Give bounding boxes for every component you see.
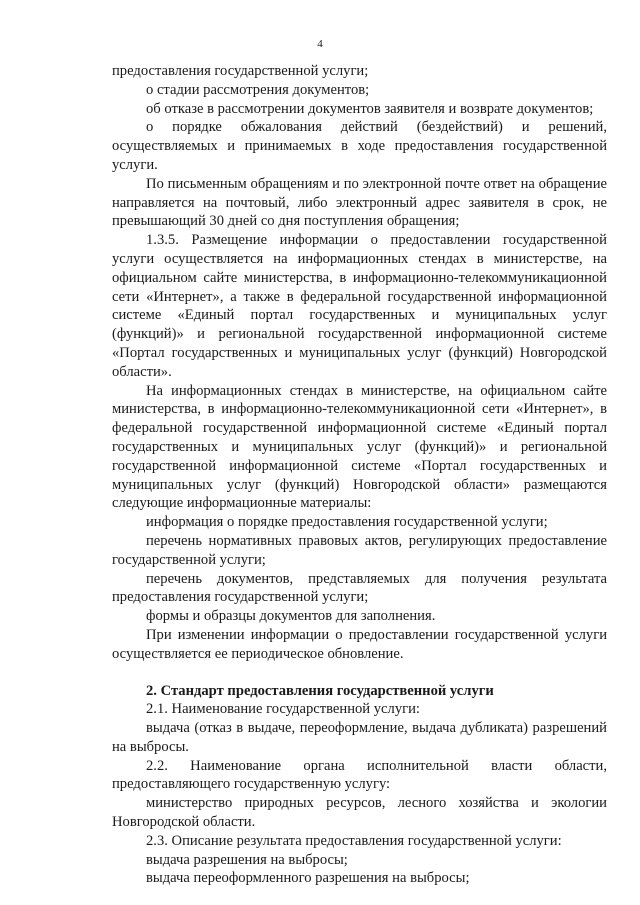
section-heading: 2. Стандарт предоставления государственной услуги bbox=[146, 682, 494, 699]
paragraph: По письменным обращениям и по электронной почте ответ на обращение направляется на почтовый, либо электронный адрес заявителя в срок, не превышающий 30 дней со дня поступления обращения; bbox=[112, 175, 607, 230]
paragraph: об отказе в рассмотрении документов заявителя и возврате документов; bbox=[146, 100, 594, 117]
paragraph: о стадии рассмотрения документов; bbox=[146, 81, 370, 98]
list-item: формы и образцы документов для заполнения. bbox=[146, 608, 436, 625]
paragraph: 2.1. Наименование государственной услуги: bbox=[146, 701, 420, 718]
document-body bbox=[112, 62, 607, 888]
paragraph: 2.3. Описание результата предоставления государственной услуги: bbox=[146, 832, 562, 849]
paragraph: При изменении информации о предоставлении государственной услуги осуществляется ее периодическое обновление. bbox=[112, 626, 607, 662]
paragraph: министерство природных ресурсов, лесного хозяйства и экологии Новгородской области. bbox=[112, 795, 607, 831]
paragraph: На информационных стендах в министерстве, на официальном сайте министерства, в информационно-телекоммуникационной сети «Интернет», в федеральной государственной информационной системе «Единый портал государственных и муниципальных услуг (функций)» и региональной государственной информационной системе «Портал государственных и муниципальных услуг (функций) Новгородской области» размещаются следующие информационные материалы: bbox=[112, 382, 607, 512]
paragraph: выдача (отказ в выдаче, переоформление, выдача дубликата) разрешений на выбросы. bbox=[112, 720, 607, 755]
list-item: информация о порядке предоставления государственной услуги; bbox=[146, 514, 548, 531]
list-item: выдача переоформленного разрешения на выбросы; bbox=[146, 870, 470, 887]
paragraph: 2.2. Наименование органа исполнительной власти области, предоставляющего государственную услугу: bbox=[112, 757, 607, 793]
paragraph: предоставления государственной услуги; bbox=[112, 63, 369, 79]
page-number: 4 bbox=[317, 38, 323, 50]
list-item: выдача разрешения на выбросы; bbox=[146, 851, 348, 868]
list-item: перечень документов, представляемых для получения результата предоставления государственной услуги; bbox=[112, 570, 607, 606]
paragraph: 1.3.5. Размещение информации о предоставлении государственной услуги осуществляется на информационных стендах в министерстве, на официальном сайте министерства, в информационно-телекоммуникационной сети «Интернет», а также в федеральной государственной информационной системе «Единый портал государственных и муниципальных услуг (функций)» и региональной государственной информационной системе «Портал государственных и муниципальных услуг (функций) Новгородской области». bbox=[112, 232, 607, 380]
paragraph: о порядке обжалования действий (бездействий) и решений, осуществляемых и принимаемых в ходе предоставления государственной услуги. bbox=[112, 119, 607, 173]
list-item: перечень нормативных правовых актов, регулирующих предоставление государственной услуги; bbox=[112, 532, 607, 568]
